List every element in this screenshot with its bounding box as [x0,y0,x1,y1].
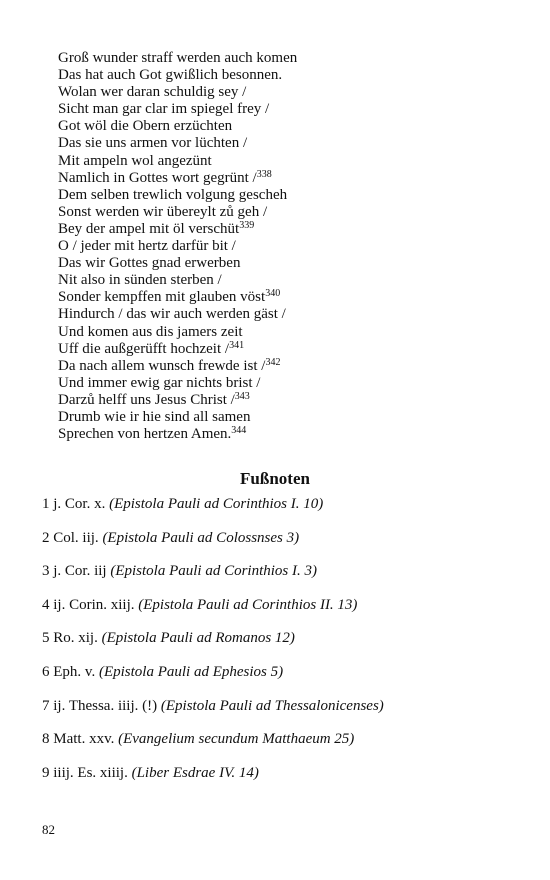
footnote-ref[interactable]: 344 [231,425,247,437]
poem-line [58,101,297,118]
poem-line-text: Mit ampeln wol angezünt [58,152,212,169]
poem-line [58,289,297,306]
poem-line-text: Sonder kempffen mit glauben vöst [58,289,266,306]
footnote-item [42,729,384,763]
footnote-source: (Epistola Pauli ad Ephesios 5) [98,663,284,680]
footnote-ref[interactable]: 342 [265,356,281,368]
footnote-source: (Evangelium secundum Matthaeum 25) [118,731,355,748]
footnote-source: (Liber Esdrae IV. 14) [131,764,259,781]
poem-line [58,426,297,443]
poem-line [58,221,297,238]
poem-line-text: Und immer ewig gar nichts brist / [58,374,261,391]
footnote-ref-text: 4 ij. Corin. xiij. [42,596,135,613]
poem-line [58,358,297,375]
footnote-ref-text: 5 Ro. xij. [42,630,98,647]
page-number: 82 [42,822,55,837]
footnote-ref-text: 9 iiij. Es. xiiij. [42,764,128,781]
footnote-ref-text: 2 Col. iij. [42,529,99,546]
poem-line [58,187,297,204]
footnote-item [42,662,384,696]
poem-line-text: Das hat auch Got gwißlich besonnen. [58,67,283,84]
footnote-ref[interactable]: 338 [256,168,272,180]
footnote-source: (Epistola Pauli ad Corinthios I. 10) [109,496,324,512]
footnote-ref[interactable]: 340 [265,288,281,300]
poem-line [58,272,297,289]
poem-line [58,255,297,272]
poem [58,50,297,443]
poem-line [58,50,297,67]
poem-line-text: Und komen aus dis jamers zeit [58,323,243,340]
poem-line [58,135,297,152]
footnote-ref-text: 8 Matt. xxv. [42,731,115,748]
poem-line [58,392,297,409]
poem-line [58,153,297,170]
poem-line-text: Groß wunder straff werden auch komen [58,50,298,66]
footnote-item [42,696,384,730]
footnote-source: (Epistola Pauli ad Corinthios I. 3) [110,563,318,580]
poem-line-text: Nit also in sünden sterben / [58,272,222,289]
footnote-item [42,763,384,797]
footnote-ref-text: 7 ij. Thessa. iiij. (!) [42,697,158,714]
poem-line-text: Sicht man gar clar im spiegel frey / [58,101,270,118]
poem-line [58,170,297,187]
poem-line-text: Got wöl die Obern erzüchten [58,118,233,135]
footnote-ref[interactable]: 343 [234,390,250,402]
poem-line [58,204,297,221]
poem-line [58,67,297,84]
footnote-ref[interactable]: 341 [229,339,245,351]
poem-line-text: Sonst werden wir übereylt zů geh / [58,203,268,220]
footnote-ref-text: 3 j. Cor. iij [42,563,107,580]
poem-line-text: Hindurch / das wir auch werden gäst / [58,306,286,323]
footnote-item [42,528,384,562]
poem-line-text: Dem selben trewlich volgung gescheh [58,186,288,203]
footnote-source: (Epistola Pauli ad Colossnses 3) [102,529,300,546]
poem-line [58,238,297,255]
poem-line-text: Namlich in Gottes wort gegrünt / [58,169,257,186]
poem-line-text: Uff die außgerüfft hochzeit / [58,340,230,357]
poem-line [58,306,297,323]
footnote-ref-text: 6 Eph. v. [42,663,96,680]
footnote-source: (Epistola Pauli ad Thessalonicenses) [160,697,384,714]
footnote-item [42,595,384,629]
poem-line-text: Da nach allem wunsch frewde ist / [58,357,266,374]
footnote-ref-text: 1 j. Cor. x. [42,496,106,512]
footnote-item [42,494,384,528]
poem-line [58,84,297,101]
poem-line-text: Darzů helff uns Jesus Christ / [58,391,235,408]
poem-line [58,375,297,392]
poem-line [58,341,297,358]
poem-line-text: Sprechen von hertzen Amen. [58,426,232,443]
footnote-item [42,561,384,595]
poem-line-text: Das sie uns armen vor lüchten / [58,135,248,152]
poem-line [58,409,297,426]
poem-line-text: Das wir Gottes gnad erwerben [58,255,241,272]
poem-line-text: Wolan wer daran schuldig sey / [58,84,247,101]
poem-line [58,118,297,135]
footnotes-heading: Fußnoten [240,469,310,488]
poem-line-text: Bey der ampel mit öl verschüt [58,220,240,237]
footnote-ref[interactable]: 339 [239,219,255,231]
footnotes-list [42,494,384,796]
footnote-source: (Epistola Pauli ad Romanos 12) [101,630,295,647]
poem-line-text: Drumb wie ir hie sind all samen [58,408,251,425]
poem-line [58,324,297,341]
footnote-item [42,628,384,662]
footnote-source: (Epistola Pauli ad Corinthios II. 13) [138,596,358,613]
poem-line-text: O / jeder mit hertz darfür bit / [58,238,236,255]
